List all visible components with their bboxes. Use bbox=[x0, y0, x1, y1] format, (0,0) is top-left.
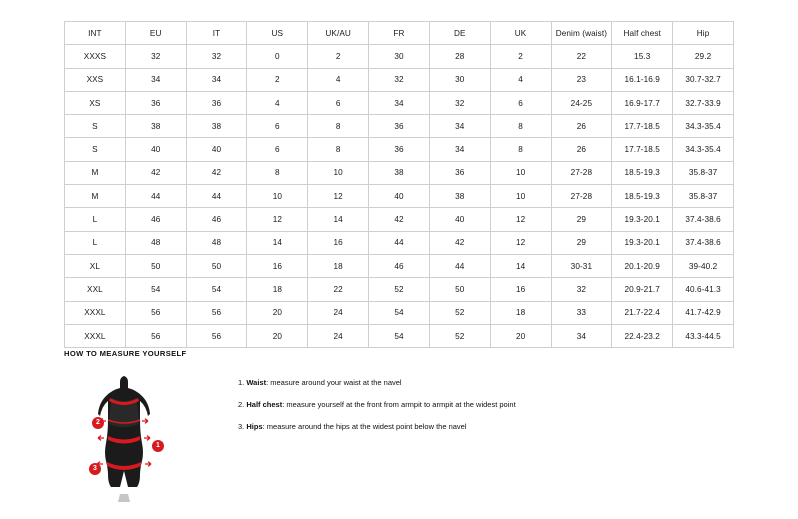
size-value-cell: 38 bbox=[429, 185, 490, 208]
size-value-cell: 30-31 bbox=[551, 254, 612, 277]
size-value-cell: 34 bbox=[186, 68, 247, 91]
table-row bbox=[65, 254, 734, 277]
size-value-cell: 35.8-37 bbox=[673, 161, 734, 184]
size-value-cell: 34 bbox=[429, 138, 490, 161]
size-value-cell: 22.4-23.2 bbox=[612, 324, 673, 347]
column-header: US bbox=[247, 22, 308, 45]
size-value-cell: 17.7-18.5 bbox=[612, 138, 673, 161]
table-row bbox=[65, 324, 734, 347]
size-value-cell: 40 bbox=[186, 138, 247, 161]
size-value-cell: 46 bbox=[186, 208, 247, 231]
size-value-cell: 10 bbox=[247, 185, 308, 208]
size-value-cell: 10 bbox=[490, 161, 551, 184]
table-row bbox=[65, 68, 734, 91]
size-value-cell: 6 bbox=[247, 138, 308, 161]
size-value-cell: 30 bbox=[369, 45, 430, 68]
table-row bbox=[65, 208, 734, 231]
size-value-cell: 36 bbox=[369, 138, 430, 161]
size-value-cell: 20.9-21.7 bbox=[612, 278, 673, 301]
step-term: Waist bbox=[246, 378, 267, 387]
size-value-cell: 32 bbox=[186, 45, 247, 68]
size-value-cell: 2 bbox=[247, 68, 308, 91]
size-chart-table bbox=[64, 21, 734, 348]
how-to-measure-body bbox=[64, 368, 764, 508]
size-value-cell: 4 bbox=[247, 91, 308, 114]
size-value-cell: 19.3-20.1 bbox=[612, 208, 673, 231]
size-label-cell: S bbox=[65, 138, 126, 161]
size-value-cell: 34 bbox=[551, 324, 612, 347]
measure-step-hips bbox=[238, 422, 516, 431]
size-value-cell: 30 bbox=[429, 68, 490, 91]
size-value-cell: 34.3-35.4 bbox=[673, 138, 734, 161]
size-value-cell: 20.1-20.9 bbox=[612, 254, 673, 277]
measure-steps-list bbox=[238, 378, 516, 444]
step-number: 2. bbox=[238, 400, 245, 409]
size-value-cell: 44 bbox=[186, 185, 247, 208]
size-value-cell: 40 bbox=[369, 185, 430, 208]
size-value-cell: 20 bbox=[247, 324, 308, 347]
size-value-cell: 50 bbox=[125, 254, 186, 277]
size-value-cell: 18.5-19.3 bbox=[612, 161, 673, 184]
size-value-cell: 8 bbox=[247, 161, 308, 184]
size-value-cell: 24-25 bbox=[551, 91, 612, 114]
column-header: EU bbox=[125, 22, 186, 45]
table-row bbox=[65, 301, 734, 324]
size-value-cell: 14 bbox=[247, 231, 308, 254]
size-value-cell: 41.7-42.9 bbox=[673, 301, 734, 324]
size-value-cell: 10 bbox=[490, 185, 551, 208]
size-value-cell: 36 bbox=[186, 91, 247, 114]
size-value-cell: 26 bbox=[551, 138, 612, 161]
table-row bbox=[65, 161, 734, 184]
size-value-cell: 54 bbox=[186, 278, 247, 301]
size-value-cell: 29 bbox=[551, 231, 612, 254]
size-value-cell: 32.7-33.9 bbox=[673, 91, 734, 114]
size-value-cell: 4 bbox=[308, 68, 369, 91]
size-value-cell: 24 bbox=[308, 301, 369, 324]
size-value-cell: 36 bbox=[429, 161, 490, 184]
size-value-cell: 52 bbox=[429, 324, 490, 347]
size-value-cell: 44 bbox=[369, 231, 430, 254]
size-value-cell: 12 bbox=[308, 185, 369, 208]
size-value-cell: 29.2 bbox=[673, 45, 734, 68]
size-value-cell: 38 bbox=[186, 115, 247, 138]
size-value-cell: 18 bbox=[308, 254, 369, 277]
size-value-cell: 18 bbox=[247, 278, 308, 301]
size-label-cell: L bbox=[65, 231, 126, 254]
size-value-cell: 42 bbox=[125, 161, 186, 184]
size-value-cell: 26 bbox=[551, 115, 612, 138]
size-value-cell: 52 bbox=[369, 278, 430, 301]
size-label-cell: L bbox=[65, 208, 126, 231]
size-value-cell: 18 bbox=[490, 301, 551, 324]
size-value-cell: 54 bbox=[369, 301, 430, 324]
table-row bbox=[65, 45, 734, 68]
size-value-cell: 6 bbox=[308, 91, 369, 114]
size-value-cell: 8 bbox=[490, 115, 551, 138]
mannequin-illustration bbox=[64, 368, 184, 508]
size-value-cell: 18.5-19.3 bbox=[612, 185, 673, 208]
size-value-cell: 20 bbox=[247, 301, 308, 324]
size-value-cell: 6 bbox=[490, 91, 551, 114]
size-value-cell: 29 bbox=[551, 208, 612, 231]
step-term: Hips bbox=[246, 422, 263, 431]
size-value-cell: 40 bbox=[429, 208, 490, 231]
size-label-cell: S bbox=[65, 115, 126, 138]
size-value-cell: 36 bbox=[369, 115, 430, 138]
measure-point-badge-waist: 1 bbox=[152, 440, 164, 452]
size-value-cell: 4 bbox=[490, 68, 551, 91]
size-chart-head bbox=[65, 22, 734, 45]
size-label-cell: XL bbox=[65, 254, 126, 277]
column-header: DE bbox=[429, 22, 490, 45]
table-row bbox=[65, 185, 734, 208]
size-value-cell: 12 bbox=[247, 208, 308, 231]
size-value-cell: 34 bbox=[429, 115, 490, 138]
column-header: UK bbox=[490, 22, 551, 45]
size-value-cell: 56 bbox=[186, 324, 247, 347]
size-value-cell: 32 bbox=[551, 278, 612, 301]
step-description: : measure around the hips at the widest point below the navel bbox=[262, 422, 467, 431]
size-value-cell: 36 bbox=[125, 91, 186, 114]
size-value-cell: 32 bbox=[429, 91, 490, 114]
size-value-cell: 21.7-22.4 bbox=[612, 301, 673, 324]
size-value-cell: 40.6-41.3 bbox=[673, 278, 734, 301]
measure-point-badge-hips: 3 bbox=[89, 463, 101, 475]
measure-step-half-chest bbox=[238, 400, 516, 409]
size-value-cell: 35.8-37 bbox=[673, 185, 734, 208]
size-value-cell: 8 bbox=[308, 138, 369, 161]
size-value-cell: 16 bbox=[247, 254, 308, 277]
size-value-cell: 54 bbox=[369, 324, 430, 347]
size-value-cell: 56 bbox=[125, 301, 186, 324]
size-value-cell: 2 bbox=[308, 45, 369, 68]
size-label-cell: XXXL bbox=[65, 324, 126, 347]
size-value-cell: 37.4-38.6 bbox=[673, 231, 734, 254]
size-label-cell: XS bbox=[65, 91, 126, 114]
size-value-cell: 0 bbox=[247, 45, 308, 68]
size-value-cell: 34 bbox=[369, 91, 430, 114]
size-value-cell: 12 bbox=[490, 231, 551, 254]
size-value-cell: 46 bbox=[125, 208, 186, 231]
size-value-cell: 44 bbox=[429, 254, 490, 277]
size-value-cell: 42 bbox=[429, 231, 490, 254]
size-value-cell: 16 bbox=[490, 278, 551, 301]
size-value-cell: 32 bbox=[369, 68, 430, 91]
table-row bbox=[65, 138, 734, 161]
size-value-cell: 20 bbox=[490, 324, 551, 347]
size-value-cell: 22 bbox=[308, 278, 369, 301]
size-label-cell: XXXL bbox=[65, 301, 126, 324]
size-value-cell: 8 bbox=[308, 115, 369, 138]
column-header: UK/AU bbox=[308, 22, 369, 45]
size-label-cell: XXXS bbox=[65, 45, 126, 68]
size-value-cell: 40 bbox=[125, 138, 186, 161]
size-label-cell: XXL bbox=[65, 278, 126, 301]
step-number: 3. bbox=[238, 422, 245, 431]
size-value-cell: 48 bbox=[186, 231, 247, 254]
size-value-cell: 39-40.2 bbox=[673, 254, 734, 277]
size-value-cell: 24 bbox=[308, 324, 369, 347]
step-description: : measure around your waist at the navel bbox=[266, 378, 402, 387]
size-value-cell: 46 bbox=[369, 254, 430, 277]
size-value-cell: 52 bbox=[429, 301, 490, 324]
column-header: Denim (waist) bbox=[551, 22, 612, 45]
size-value-cell: 50 bbox=[429, 278, 490, 301]
size-value-cell: 37.4-38.6 bbox=[673, 208, 734, 231]
size-value-cell: 43.3-44.5 bbox=[673, 324, 734, 347]
size-value-cell: 56 bbox=[186, 301, 247, 324]
size-value-cell: 50 bbox=[186, 254, 247, 277]
size-label-cell: M bbox=[65, 161, 126, 184]
size-value-cell: 27-28 bbox=[551, 161, 612, 184]
step-description: : measure yourself at the front from armpit to armpit at the widest point bbox=[282, 400, 516, 409]
size-value-cell: 2 bbox=[490, 45, 551, 68]
table-row bbox=[65, 91, 734, 114]
size-value-cell: 30.7-32.7 bbox=[673, 68, 734, 91]
table-row bbox=[65, 231, 734, 254]
column-header: FR bbox=[369, 22, 430, 45]
measure-step-waist bbox=[238, 378, 516, 387]
size-value-cell: 12 bbox=[490, 208, 551, 231]
size-value-cell: 16 bbox=[308, 231, 369, 254]
size-value-cell: 8 bbox=[490, 138, 551, 161]
size-value-cell: 19.3-20.1 bbox=[612, 231, 673, 254]
size-value-cell: 16.9-17.7 bbox=[612, 91, 673, 114]
size-value-cell: 17.7-18.5 bbox=[612, 115, 673, 138]
how-to-measure-section bbox=[64, 349, 764, 508]
how-to-measure-title: HOW TO MEASURE YOURSELF bbox=[64, 349, 187, 358]
size-value-cell: 27-28 bbox=[551, 185, 612, 208]
step-number: 1. bbox=[238, 378, 245, 387]
mannequin-figure bbox=[64, 368, 184, 508]
size-value-cell: 44 bbox=[125, 185, 186, 208]
size-value-cell: 28 bbox=[429, 45, 490, 68]
size-value-cell: 10 bbox=[308, 161, 369, 184]
size-value-cell: 34.3-35.4 bbox=[673, 115, 734, 138]
size-chart-container bbox=[64, 21, 734, 348]
size-value-cell: 42 bbox=[369, 208, 430, 231]
measure-point-badge-half-chest: 2 bbox=[92, 417, 104, 429]
size-value-cell: 42 bbox=[186, 161, 247, 184]
size-label-cell: M bbox=[65, 185, 126, 208]
size-value-cell: 32 bbox=[125, 45, 186, 68]
column-header: Half chest bbox=[612, 22, 673, 45]
column-header: IT bbox=[186, 22, 247, 45]
table-row bbox=[65, 115, 734, 138]
step-term: Half chest bbox=[246, 400, 283, 409]
size-value-cell: 33 bbox=[551, 301, 612, 324]
size-value-cell: 23 bbox=[551, 68, 612, 91]
table-row bbox=[65, 278, 734, 301]
table-header-row bbox=[65, 22, 734, 45]
size-value-cell: 48 bbox=[125, 231, 186, 254]
size-value-cell: 34 bbox=[125, 68, 186, 91]
size-chart-body bbox=[65, 45, 734, 348]
size-label-cell: XXS bbox=[65, 68, 126, 91]
column-header: Hip bbox=[673, 22, 734, 45]
size-value-cell: 6 bbox=[247, 115, 308, 138]
size-value-cell: 14 bbox=[308, 208, 369, 231]
size-value-cell: 38 bbox=[369, 161, 430, 184]
size-value-cell: 15.3 bbox=[612, 45, 673, 68]
size-value-cell: 56 bbox=[125, 324, 186, 347]
size-value-cell: 54 bbox=[125, 278, 186, 301]
size-value-cell: 22 bbox=[551, 45, 612, 68]
size-value-cell: 14 bbox=[490, 254, 551, 277]
column-header: INT bbox=[65, 22, 126, 45]
size-value-cell: 16.1-16.9 bbox=[612, 68, 673, 91]
size-value-cell: 38 bbox=[125, 115, 186, 138]
